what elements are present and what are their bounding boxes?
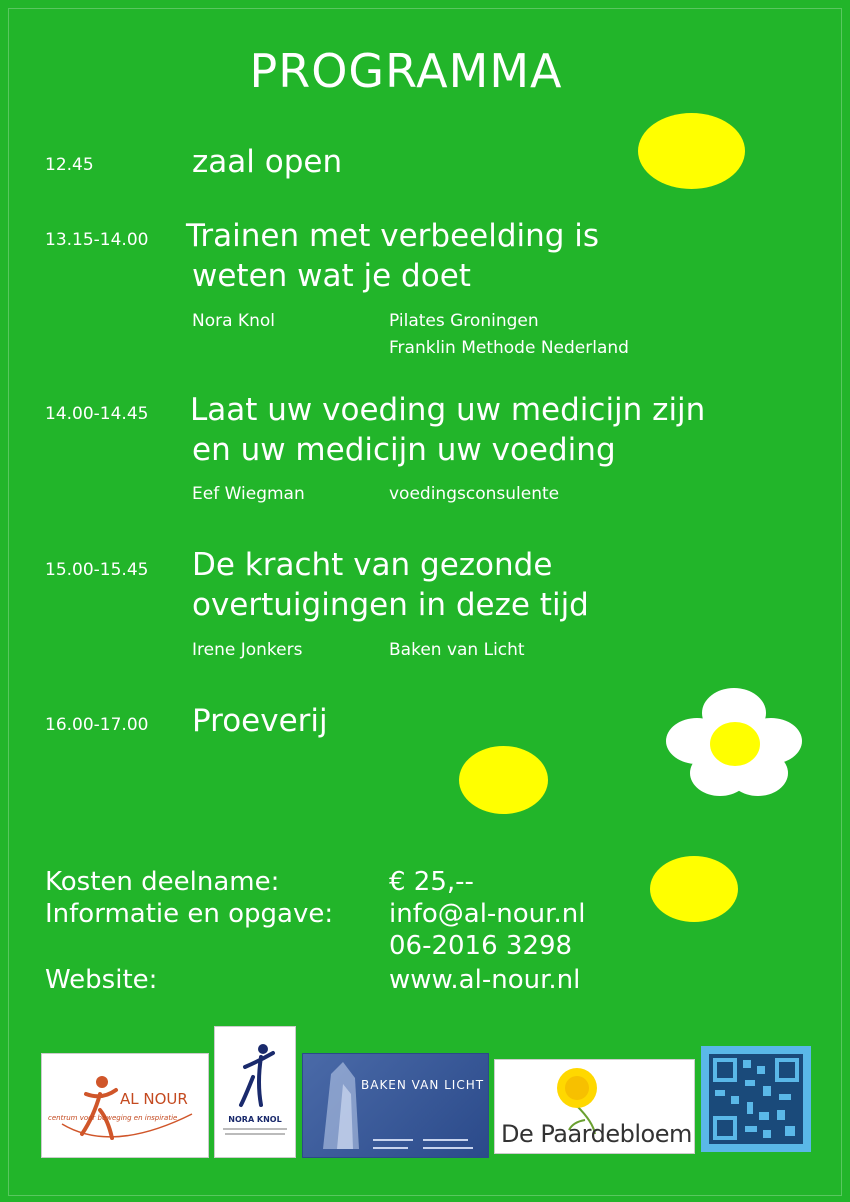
baken-name: BAKEN VAN LICHT — [361, 1078, 485, 1092]
website-label: Website: — [45, 965, 158, 995]
item-title: zaal open — [192, 144, 343, 180]
al-nour-name: AL NOUR — [120, 1090, 188, 1108]
qr-code-icon[interactable] — [701, 1046, 811, 1152]
logo-al-nour — [41, 1053, 209, 1158]
crystal-icon — [303, 1054, 488, 1157]
nora-knol-fineprint — [223, 1128, 287, 1130]
nora-knol-figure-icon — [215, 1027, 295, 1127]
item-speaker: Irene Jonkers — [192, 640, 303, 660]
item-title: weten wat je doet — [192, 258, 471, 294]
paardebloem-name: De Paardebloem — [501, 1120, 692, 1148]
sun-circle-top — [638, 113, 745, 189]
item-time: 14.00-14.45 — [45, 404, 149, 424]
item-org: Baken van Licht — [389, 640, 525, 660]
sun-circle-bottom — [650, 856, 738, 922]
item-title: Laat uw voeding uw medicijn zijn — [190, 392, 706, 428]
logo-nora-knol — [214, 1026, 296, 1158]
item-title: Proeverij — [192, 703, 328, 739]
al-nour-tagline: centrum voor beweging en inspiratie — [48, 1114, 178, 1122]
website-link[interactable]: www.al-nour.nl — [389, 965, 581, 995]
logo-baken-van-licht — [302, 1053, 489, 1158]
nora-knol-fineprint — [225, 1133, 285, 1135]
sun-circle-middle — [459, 746, 548, 814]
item-speaker: Nora Knol — [192, 311, 275, 331]
item-title: De kracht van gezonde — [192, 547, 553, 583]
item-title: Trainen met verbeelding is — [186, 218, 600, 254]
item-time: 13.15-14.00 — [45, 230, 149, 250]
phone-number: 06-2016 3298 — [389, 931, 573, 961]
item-title: en uw medicijn uw voeding — [192, 432, 616, 468]
item-time: 16.00-17.00 — [45, 715, 149, 735]
item-title: overtuigingen in deze tijd — [192, 587, 589, 623]
nora-knol-name: NORA KNOL — [228, 1115, 282, 1124]
item-time: 15.00-15.45 — [45, 560, 149, 580]
cost-value: € 25,-- — [389, 867, 474, 897]
email-link[interactable]: info@al-nour.nl — [389, 899, 586, 929]
item-org: Pilates Groningen — [389, 311, 539, 331]
item-time: 12.45 — [45, 155, 94, 175]
logo-de-paardebloem — [494, 1059, 695, 1154]
item-speaker: Eef Wiegman — [192, 484, 305, 504]
info-label: Informatie en opgave: — [45, 899, 334, 929]
page-title: PROGRAMMA — [249, 44, 563, 98]
daisy-flower-icon — [666, 688, 802, 798]
cost-label: Kosten deelname: — [45, 867, 280, 897]
item-org: Franklin Methode Nederland — [389, 338, 629, 358]
item-org: voedingsconsulente — [389, 484, 560, 504]
